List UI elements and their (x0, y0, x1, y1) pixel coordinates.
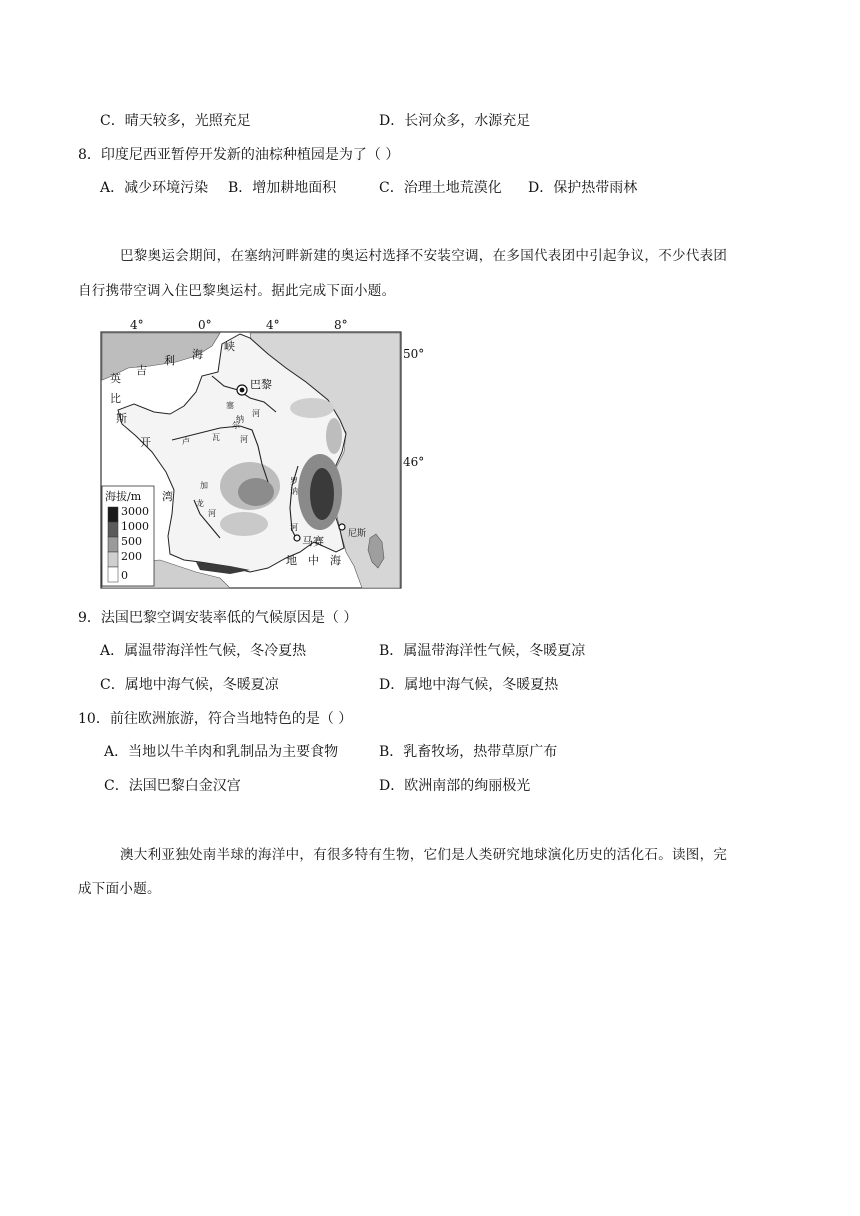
legend-1000: 1000 (121, 520, 149, 533)
nice-label: 尼斯 (348, 529, 367, 539)
rhone-label-1: 罗 (290, 477, 298, 486)
legend-swatch-1000 (108, 522, 118, 537)
q9-stem: 9．法国巴黎空调安装率低的气候原因是（ ） (78, 610, 358, 626)
lat-label-50: 50° (403, 347, 425, 361)
lon-label-4e: 4° (266, 318, 280, 332)
legend-200: 200 (121, 550, 142, 563)
passage3-line1: 澳大利亚独处南半球的海洋中，有很多特有生物，它们是人类研究地球演化历史的活化石。读图，完 (120, 847, 728, 863)
biscay-label-5: 湾 (162, 490, 173, 503)
q8-option-b: B．增加耕地面积 (228, 180, 337, 196)
legend-title: 海拔/m (105, 490, 142, 503)
q10-option-a: A．当地以牛羊肉和乳制品为主要食物 (104, 744, 339, 760)
legend-3000: 3000 (121, 505, 149, 518)
loire-label-1: 卢 (182, 437, 190, 446)
biscay-label-2: 比 (110, 392, 121, 405)
legend-swatch-200 (108, 552, 118, 567)
q9-option-a: A．属温带海洋性气候，冬冷夏热 (100, 643, 307, 659)
q10-option-c: C．法国巴黎白金汉宫 (104, 778, 241, 794)
passage2-line1: 巴黎奥运会期间，在塞纳河畔新建的奥运村选择不安装空调，在多国代表团中引起争议，不少代表团 (120, 248, 728, 264)
passage2-line2: 自行携带空调入住巴黎奥运村。据此完成下面小题。 (78, 283, 396, 299)
legend-swatch-0 (108, 567, 118, 582)
legend-0: 0 (121, 569, 128, 582)
lon-label-0: 0° (198, 318, 212, 332)
elevation-legend (102, 486, 154, 586)
med-label-2: 中 (308, 554, 319, 567)
rhone-label-3: 河 (290, 523, 298, 532)
biscay-label-1: 英 (110, 372, 121, 385)
city-nice (339, 524, 345, 530)
passage3-line2: 成下面小题。 (78, 881, 161, 897)
rhone-label-2: 讷 (290, 487, 298, 496)
lon-label-4w: 4° (130, 318, 144, 332)
legend-swatch-500 (108, 537, 118, 552)
channel-label-2: 海 (192, 348, 203, 361)
q7-option-d: D．长河众多，水源充足 (379, 113, 531, 129)
lat-label-46: 46° (403, 455, 425, 469)
garonne-label-1: 加 (200, 481, 208, 490)
q7-option-c: C．晴天较多，光照充足 (100, 113, 251, 129)
q9-option-c: C．属地中海气候，冬暖夏凉 (100, 677, 279, 693)
med-label-3: 海 (330, 554, 341, 567)
legend-swatch-3000 (108, 507, 118, 522)
legend-500: 500 (121, 535, 142, 548)
q9-option-d: D．属地中海气候，冬暖夏热 (379, 677, 559, 693)
city-marseille (294, 535, 300, 541)
seine-label-1: 塞 (226, 401, 234, 410)
lon-label-8e: 8° (334, 318, 348, 332)
biscay-label-4: 开 (140, 436, 151, 449)
q9-option-b: B．属温带海洋性气候，冬暖夏凉 (379, 643, 586, 659)
q8-option-a: A．减少环境污染 (100, 180, 209, 196)
med-label-1: 地 (286, 554, 297, 567)
q10-option-b: B．乳畜牧场，热带草原广布 (379, 744, 558, 760)
city-paris (237, 385, 247, 395)
biscay-label-3: 斯 (116, 412, 127, 425)
channel-label-1: 峡 (224, 340, 235, 353)
garonne-label-2: 龙 (196, 499, 204, 508)
q8-option-d: D．保护热带雨林 (528, 180, 638, 196)
seine-label-2: 纳 (236, 415, 244, 424)
loire-label-2: 瓦 (212, 433, 220, 442)
q8-stem: 8．印度尼西亚暂停开发新的油棕种植园是为了（ ） (78, 147, 400, 163)
channel-label-3: 利 (164, 354, 175, 367)
q8-option-c: C．治理土地荒漠化 (379, 180, 502, 196)
paris-label: 巴黎 (250, 378, 272, 391)
loire-label-3: 尔 (232, 421, 240, 430)
marseille-label: 马赛 (302, 535, 324, 548)
loire-label-4: 河 (240, 435, 248, 444)
channel-label-4: 吉 (136, 364, 147, 377)
q10-option-d: D．欧洲南部的绚丽极光 (379, 778, 531, 794)
seine-label-3: 河 (252, 409, 260, 418)
garonne-label-3: 河 (208, 509, 216, 518)
q10-stem: 10．前往欧洲旅游，符合当地特色的是（ ） (78, 711, 353, 727)
france-relief-map (100, 316, 425, 592)
